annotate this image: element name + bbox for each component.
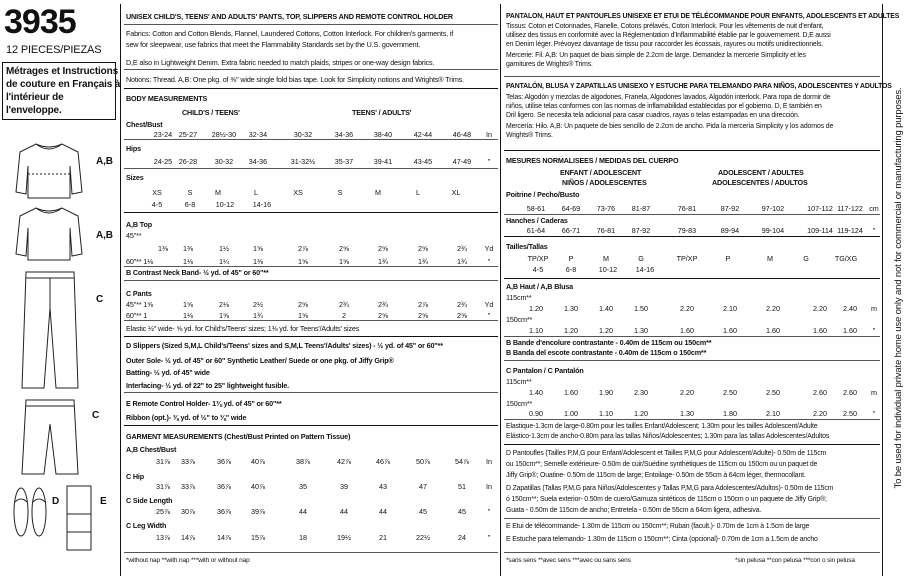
ribbon-line: Ribbon (opt.)- ⅜ yd. of ½" to ⅜" wide	[126, 413, 247, 422]
ab-115-value: 1.20	[529, 304, 543, 313]
c-60-value: 2⅝	[457, 311, 467, 320]
ab-chest-value: 36⅞	[217, 457, 231, 466]
c-150-label: 150cm**	[506, 399, 533, 408]
ab-45-value: 1½	[219, 244, 229, 253]
es-line-4: Mercería: Hilo. A,B: Un paquete de bies sencillo de 2.2cm de ancho. Pida la mercería Simplicity y los adornos de	[506, 123, 834, 130]
es-line-3: Dril ligero. Se necesita tela adicional para casar cuadros, rayas o telas estampadas en una dirección.	[506, 112, 800, 119]
c-150-value: 1.00	[564, 409, 578, 418]
taille-value: M	[767, 254, 773, 263]
ab-150-value: 1.20	[564, 326, 578, 335]
c-45-value: 2⅞	[418, 300, 428, 309]
hanches-label: Hanches / Caderas	[506, 216, 568, 225]
d-zapatillas-3: Guata - 0.50m de 115cm de ancho; Entretela - 0.50m de 55cm a 64cm ligera, adhesiva.	[506, 507, 762, 514]
poitrine-value: 81-87	[631, 204, 651, 213]
taille-value: G	[803, 254, 809, 263]
body-measurements-heading: BODY MEASUREMENTS	[126, 94, 208, 103]
hips-value: 34-36	[248, 157, 268, 166]
ab-115-label: 115cm**	[506, 293, 532, 302]
elastique-line: Elastique-1.3cm de large-0.80m pour les tailles Enfant/Adolescent; 1.30m pour les tailles Adolescent/Adulte	[506, 423, 818, 430]
chest-value: 34-36	[334, 130, 354, 139]
c-115-value: 1.90	[599, 388, 613, 397]
spanish-footer: *sin pelusa **con pelusa ***con o sin pelusa	[735, 557, 855, 564]
taille-range-value: 6-8	[565, 265, 577, 274]
hips-value: "	[487, 157, 491, 166]
hips-value: 31-32½	[290, 157, 316, 166]
taille-range-value: 4-5	[532, 265, 544, 274]
child-teens-heading: CHILD'S / TEENS'	[182, 108, 240, 117]
d-zapatillas-2: ó 150cm**; Suela exterior- 0.50m de cuero/Gamuza sintéticos de 115cm o 150cm o un paquete de Jiffy Grip®;	[506, 496, 827, 503]
ab-45-value: Yd	[484, 244, 494, 253]
rule	[504, 214, 880, 215]
enfant-heading: ENFANT / ADOLESCENT	[560, 168, 642, 177]
size-value: L	[254, 188, 258, 197]
c-leg-value: 24	[458, 533, 466, 542]
c-hip-value: 43	[379, 482, 387, 491]
taille-value: TP/XP	[676, 254, 698, 263]
d-zapatillas-1: D Zapatillas (Tallas P,M,G para Niños/Adolescentes y Tallas P,M,G para Adolescentes/Adultos)- 0.50m de 115cm	[506, 485, 834, 492]
taille-range-value: 10-12	[598, 265, 618, 274]
ab-115-value: 2.20	[813, 304, 827, 313]
taille-value: P	[725, 254, 731, 263]
fabrics-line-2: sew for sleepwear, use fabrics that meet the Flammability Standards set by the U.S. government.	[126, 40, 421, 49]
c-150-value: 2.50	[843, 409, 857, 418]
es-line-2: niños, utilise telas conformes con las normas de inflamabilidad establecidas por el gobierno. D, E también en	[506, 103, 822, 110]
hanches-value: 79-83	[677, 226, 697, 235]
c-side-value: 30⅞	[181, 507, 195, 516]
c-60-value: "	[487, 311, 491, 320]
c-side-value: "	[487, 507, 491, 516]
ab-60-value: 1¾	[457, 257, 467, 266]
pattern-number: 3935	[4, 3, 76, 41]
ab-45-value: 2⅝	[418, 244, 428, 253]
c-45-value: 2½	[253, 300, 263, 309]
c-pantalon-label: C Pantalon / C Pantalón	[506, 366, 584, 375]
e-remote-line: E Remote Control Holder- 1⅜ yd. of 45" or 60"**	[126, 399, 282, 408]
spanish-title: PANTALÓN, BLUSA Y ZAPATILLAS UNISEXO Y ESTUCHE PARA TELEMANDO PARA NIÑOS, ADOLESCENTES Y ADULTOS	[506, 83, 892, 90]
ab-chest-value: 46⅞	[376, 457, 390, 466]
poitrine-value: 87-92	[720, 204, 740, 213]
c-side-value: 36⅞	[217, 507, 231, 516]
hanches-value: "	[872, 226, 876, 235]
fabrics-line-1: Fabrics: Cotton and Cotton Blends, Flannel, Laundered Cottons, Cotton Interlock. For children's garments, if	[126, 29, 454, 38]
c-side-value: 44	[379, 507, 387, 516]
adolescentes-heading: ADOLESCENTES / ADULTOS	[712, 178, 808, 187]
c-45-label: 45"** 1⅝	[126, 300, 153, 309]
c-side-value: 45	[419, 507, 427, 516]
ab-45-value: 2⅝	[378, 244, 388, 253]
c-60-value: 1⅝	[298, 311, 308, 320]
view-label-c-2: C	[92, 410, 100, 421]
taille-value: G	[638, 254, 644, 263]
c-115-label: 115cm**	[506, 377, 532, 386]
c-115-value: 1.40	[529, 388, 543, 397]
hips-value: 24-25	[153, 157, 173, 166]
taille-value: P	[568, 254, 574, 263]
c-60-value: 1¾	[253, 311, 263, 320]
chest-value: 25-27	[178, 130, 198, 139]
ab-chest-value: 33⅞	[181, 457, 195, 466]
c-leg-value: 13⅞	[156, 533, 170, 542]
poitrine-value: 117-122	[837, 204, 863, 213]
rule	[504, 336, 880, 337]
rule	[504, 278, 880, 279]
ab-150-value: 1.60	[766, 326, 780, 335]
c-45-value: 2¾	[457, 300, 467, 309]
size-value: M	[215, 188, 221, 197]
rule	[504, 360, 880, 361]
c-150-value: 1.80	[723, 409, 737, 418]
ab-45-value: 2¾	[457, 244, 467, 253]
tailles-label: Tailles/Tallas	[506, 242, 548, 251]
elastico-line: Elástico-1.3cm de ancho-0.80m para las tallas Niños/Adolescentes; 1.30m para las tallas Adolescentes/Adultos	[506, 433, 830, 440]
hips-value: 43-45	[413, 157, 433, 166]
ab-45-label: 45"**	[126, 231, 142, 240]
ab-115-value: 1.40	[599, 304, 613, 313]
size-value: XS	[152, 188, 162, 197]
c-150-value: "	[872, 409, 876, 418]
box-line-1: Métrages et Instructions	[6, 66, 118, 77]
rule	[504, 236, 880, 237]
ab-115-value: 2.20	[680, 304, 694, 313]
c-60-value: 1⅛	[183, 311, 193, 320]
c-leg-value: 15⅞	[251, 533, 265, 542]
c-60-value: 2⅝	[378, 311, 388, 320]
taille-value: TP/XP	[527, 254, 549, 263]
fr-line-1: Tissus: Coton et Cotonnades, Flanelle, Cotons prélavés, Coton Interlock. Pour les vêtements de nuit d'enfant,	[506, 23, 824, 30]
size-value: M	[375, 188, 381, 197]
chest-value: 30-32	[293, 130, 313, 139]
e-etui-line: E Etui de télécommande- 1.30m de 115cm ou 150cm**; Ruban (facult.)- 0.70m de 1cm à 1.5cm de large	[506, 523, 810, 530]
hanches-value: 99-104	[761, 226, 785, 235]
ab-45-value: 2⅝	[339, 244, 349, 253]
ab-chest-value: 40⅞	[251, 457, 265, 466]
ab-60-label: 60"** 1⅛	[126, 257, 153, 266]
c-115-value: m	[871, 388, 877, 397]
size-value: XS	[293, 188, 303, 197]
c-side-value: 44	[340, 507, 348, 516]
c-150-value: 0.90	[529, 409, 543, 418]
ab-115-value: 1.30	[564, 304, 578, 313]
ab-150-value: 1.30	[634, 326, 648, 335]
ab-chest-value: 38⅞	[296, 457, 310, 466]
teens-adults-heading: TEENS' / ADULTS'	[352, 108, 412, 117]
hanches-value: 76-81	[596, 226, 616, 235]
d-slippers-line: D Slippers (Sized S,M,L Child's/Teens' sizes and S,M,L Teens'/Adults' sizes) - ½ yd. of 45" or 60"**	[126, 341, 443, 350]
hips-label: Hips	[126, 144, 141, 153]
c-leg-value: 18	[299, 533, 307, 542]
c-60-value: 2⅝	[418, 311, 428, 320]
c-60-value: 1⅝	[219, 311, 229, 320]
c-45-value: 2⅛	[219, 300, 229, 309]
c-60-value: 2	[342, 311, 346, 320]
size-range-value: 14-16	[252, 200, 272, 209]
es-line-1: Telas: Algodón y mezclas de algodones, Franela, Algodones lavados, Algodón interlock. Para ropa de dormir de	[506, 94, 831, 101]
hanches-value: 61-64	[526, 226, 546, 235]
c-leg-value: 21	[379, 533, 387, 542]
chest-value: 38-40	[373, 130, 393, 139]
c-hip-value: 35	[299, 482, 307, 491]
poitrine-value: 58-61	[526, 204, 546, 213]
ab-top-label: A,B Top	[126, 220, 152, 229]
garment-measurements-heading: GARMENT MEASUREMENTS (Chest/Bust Printed on Pattern Tissue)	[126, 432, 351, 441]
ab-60-value: 1⅜	[253, 257, 263, 266]
chest-label: Chest/Bust	[126, 120, 163, 129]
ab-150-value: 1.60	[723, 326, 737, 335]
c-side-value: 39⅞	[251, 507, 265, 516]
size-value: L	[416, 188, 420, 197]
c-hip-value: In	[486, 482, 492, 491]
ab-115-value: 2.40	[843, 304, 857, 313]
c-45-value: 2¾	[378, 300, 388, 309]
taille-value: M	[603, 254, 609, 263]
c-45-value: Yd	[484, 300, 494, 309]
c-side-label: C Side Length	[126, 496, 173, 505]
c-60-label: 60"** 1	[126, 311, 148, 320]
chest-value: 23-24	[153, 130, 173, 139]
ab-60-value: 1⅝	[339, 257, 349, 266]
view-label-ab-2: A,B	[96, 230, 113, 241]
french-footer: *sans sens **avec sens ***avec ou sans sens	[506, 557, 631, 564]
c-150-value: 1.30	[680, 409, 694, 418]
ab-150-value: 1.10	[529, 326, 543, 335]
hanches-value: 109-114	[807, 226, 833, 235]
ab-60-value: 1¼	[219, 257, 229, 266]
ab-150-value: 1.60	[843, 326, 857, 335]
mesures-heading: MESURES NORMALISEES / MEDIDAS DEL CUERPO	[506, 156, 679, 165]
es-line-5: Wrights® Trims.	[506, 132, 553, 139]
c-45-value: 2⅝	[298, 300, 308, 309]
d-pantoufles-2: ou 150cm**; Semelle extérieure- 0.50m de cuir/Suédine synthétiques de 115cm ou 150cm ou un paquet de	[506, 461, 818, 468]
rule	[504, 444, 880, 445]
sizes-label: Sizes	[126, 173, 144, 182]
ab-115-value: 2.20	[766, 304, 780, 313]
chest-value: 28½-30	[211, 130, 237, 139]
c-side-value: 44	[299, 507, 307, 516]
poitrine-value: 107-112	[807, 204, 833, 213]
hanches-value: 87-92	[631, 226, 651, 235]
poitrine-value: 76-81	[677, 204, 697, 213]
fr-line-4: Mercerie: Fil. A,B: Un paquet de biais simple de 2.2cm de large. Demandez la mercerie Simplicity et les	[506, 52, 806, 59]
ab-chest-label: A,B Chest/Bust	[126, 445, 177, 454]
view-label-d: D	[52, 496, 60, 507]
ab-chest-value: In	[486, 457, 492, 466]
b-banda-line: B Banda del escote contrastante - 0.40m de 115cm o 150cm**	[506, 348, 707, 357]
box-line-3: l'intérieur de	[6, 92, 64, 103]
ab-haut-label: A,B Haut / A,B Blusa	[506, 282, 574, 291]
hanches-value: 66-71	[561, 226, 581, 235]
ab-115-value: 1.50	[634, 304, 648, 313]
ab-60-value: 1¾	[418, 257, 428, 266]
c-leg-value: 19½	[337, 533, 351, 542]
rule	[504, 518, 880, 519]
view-label-e: E	[100, 496, 107, 507]
size-range-value: 4-5	[151, 200, 163, 209]
rule	[504, 150, 880, 151]
c-hip-value: 36⅞	[217, 482, 231, 491]
ab-45-value: 1⅜	[158, 244, 168, 253]
c-side-value: 25⅞	[156, 507, 170, 516]
c-hip-value: 51	[458, 482, 466, 491]
taille-value: TG/XG	[834, 254, 858, 263]
hips-value: 35-37	[334, 157, 354, 166]
size-value: S	[187, 188, 193, 197]
ab-150-value: 1.60	[813, 326, 827, 335]
fr-line-5: garnitures de Wrights® Trims.	[506, 61, 593, 68]
ab-chest-value: 54⅞	[455, 457, 469, 466]
pieces-count: 12 PIECES/PIEZAS	[6, 44, 102, 56]
c-hip-value: 40⅞	[251, 482, 265, 491]
adolescent-heading: ADOLESCENT / ADULTES	[718, 168, 804, 177]
chest-value: 42-44	[413, 130, 433, 139]
size-value: S	[337, 188, 343, 197]
c-150-value: 2.10	[766, 409, 780, 418]
fabrics-line-3: D,E also in Lightweight Denim. Extra fabric needed to match plaids, stripes or one-way design fabrics.	[126, 58, 435, 67]
e-estuche-line: E Estuche para telemando- 1.30m de 115cm o 150cm**; Cinta (opcional)- 0.70m de 1cm a 1.5cm de ancho	[506, 536, 818, 543]
hips-value: 39-41	[373, 157, 393, 166]
outer-sole-line: Outer Sole- ½ yd. of 45" or 60" Synthetic Leather/ Suede or one pkg. of Jiffy Grip®	[126, 356, 394, 365]
ab-60-value: 1⅛	[183, 257, 193, 266]
hanches-value: 89-94	[720, 226, 740, 235]
notions-line: Notions: Thread. A,B: One pkg. of ⅜" wide single fold bias tape. Look for Simplicity notions and Wrights® Trims.	[126, 75, 464, 84]
ab-60-value: 1⅝	[298, 257, 308, 266]
rule	[504, 419, 880, 420]
c-leg-value: 22½	[416, 533, 430, 542]
ab-150-value: 1.20	[599, 326, 613, 335]
c-leg-value: "	[487, 533, 491, 542]
poitrine-value: 64-69	[561, 204, 581, 213]
interfacing-line: Interfacing- ½ yd. of 22" to 25" lightweight fusible.	[126, 381, 289, 390]
fr-line-2: utilisez des tissus en conformité avec la Réglementation d'Inflammabilité établie par le gouvernement. D,E aussi	[506, 32, 831, 39]
hips-value: 26-28	[178, 157, 198, 166]
fr-line-3: en Denim léger. Prévoyez davantage de tissu pour raccorder les écossais, rayures ou motifs unidirectionnels.	[506, 41, 824, 48]
ab-chest-value: 31⅞	[156, 457, 170, 466]
ab-60-value: "	[487, 257, 491, 266]
c-150-value: 1.20	[634, 409, 648, 418]
chest-value: 32-34	[248, 130, 268, 139]
c-hip-value: 31⅞	[156, 482, 170, 491]
c-hip-value: 47	[419, 482, 427, 491]
c-45-value: 2¾	[339, 300, 349, 309]
c-hip-label: C Hip	[126, 472, 145, 481]
ab-150-label: 150cm**	[506, 315, 533, 324]
ab-45-value: 1⅝	[253, 244, 263, 253]
ab-chest-value: 50⅞	[416, 457, 430, 466]
c-115-value: 2.30	[634, 388, 648, 397]
c-hip-value: 33⅞	[181, 482, 195, 491]
ab-45-value: 1⅜	[183, 244, 193, 253]
view-label-c-1: C	[96, 294, 104, 305]
chest-value: In	[486, 130, 492, 139]
size-range-value: 10-12	[215, 200, 235, 209]
c-pants-label: C Pants	[126, 289, 152, 298]
ninos-heading: NIÑOS / ADOLESCENTES	[562, 178, 647, 187]
size-value: XL	[451, 188, 461, 197]
english-footer: *without nap **with nap ***with or without nap	[126, 557, 250, 564]
poitrine-value: cm	[869, 204, 879, 213]
batting-line: Batting- ½ yd. of 45" wide	[126, 368, 210, 377]
c-115-value: 2.20	[680, 388, 694, 397]
chest-value: 46-48	[452, 130, 472, 139]
poitrine-value: 97-102	[761, 204, 785, 213]
ab-150-value: 1.60	[680, 326, 694, 335]
c-45-value: 1⅝	[183, 300, 193, 309]
rule	[504, 76, 880, 77]
d-pantoufles-1: D Pantoufles (Tailles P,M,G pour Enfant/Adolescent et Tailles P,M,G pour Adolescent/Adulte)- 0.50m de 115cm	[506, 450, 827, 457]
ab-45-value: 2⅞	[298, 244, 308, 253]
size-range-value: 6-8	[184, 200, 196, 209]
poitrine-label: Poitrine / Pecho/Busto	[506, 190, 580, 199]
hips-value: 47-49	[452, 157, 472, 166]
c-115-value: 2.50	[723, 388, 737, 397]
ab-chest-value: 42⅞	[337, 457, 351, 466]
hips-value: 30-32	[214, 157, 234, 166]
ab-60-value: 1¾	[378, 257, 388, 266]
b-bande-line: B Bande d'encolure contrastante - 0.40m de 115cm ou 150cm**	[506, 338, 712, 347]
ab-115-value: 2.10	[723, 304, 737, 313]
view-label-ab-1: A,B	[96, 156, 113, 167]
hanches-value: 119-124	[837, 226, 863, 235]
c-leg-value: 14⅞	[217, 533, 231, 542]
c-side-value: 45	[458, 507, 466, 516]
c-115-value: 2.60	[813, 388, 827, 397]
c-150-value: 1.10	[599, 409, 613, 418]
english-title: UNISEX CHILD'S, TEENS' AND ADULTS' PANTS, TOP, SLIPPERS AND REMOTE CONTROL HOLDER	[126, 12, 453, 21]
c-115-value: 1.60	[564, 388, 578, 397]
elastic-line: Elastic ½" wide- ⅝ yd. for Child's/Teens' sizes; 1⅜ yd. for Teens'/Adults' sizes	[126, 324, 360, 333]
c-hip-value: 39	[340, 482, 348, 491]
c-115-value: 2.50	[766, 388, 780, 397]
c-leg-value: 14⅞	[181, 533, 195, 542]
poitrine-value: 73-76	[596, 204, 616, 213]
ab-150-value: "	[872, 326, 876, 335]
rule	[504, 552, 880, 553]
c-115-value: 2.60	[843, 388, 857, 397]
taille-range-value: 14-16	[635, 265, 655, 274]
b-neck-line: B Contrast Neck Band- ½ yd. of 45" or 60"**	[126, 268, 269, 277]
vertical-notice: To be used for individual private home use only and not for commercial or manufacturing purposes.	[893, 87, 904, 489]
c-150-value: 2.20	[813, 409, 827, 418]
box-line-4: l'enveloppe.	[6, 105, 62, 116]
box-line-2: de couture en Français à	[6, 79, 121, 90]
french-title: PANTALON, HAUT ET PANTOUFLES UNISEXE ET ETUI DE TÉLÉCOMMANDE POUR ENFANTS, ADOLESCENTS ET ADULTES	[506, 13, 900, 20]
d-pantoufles-3: Jiffy Grip®; Ouatine- 0.50m de 115cm de large; Entoilage- 0.50m de 55cm à 64cm léger, thermocollant.	[506, 472, 806, 479]
c-leg-label: C Leg Width	[126, 521, 167, 530]
ab-115-value: m	[871, 304, 877, 313]
